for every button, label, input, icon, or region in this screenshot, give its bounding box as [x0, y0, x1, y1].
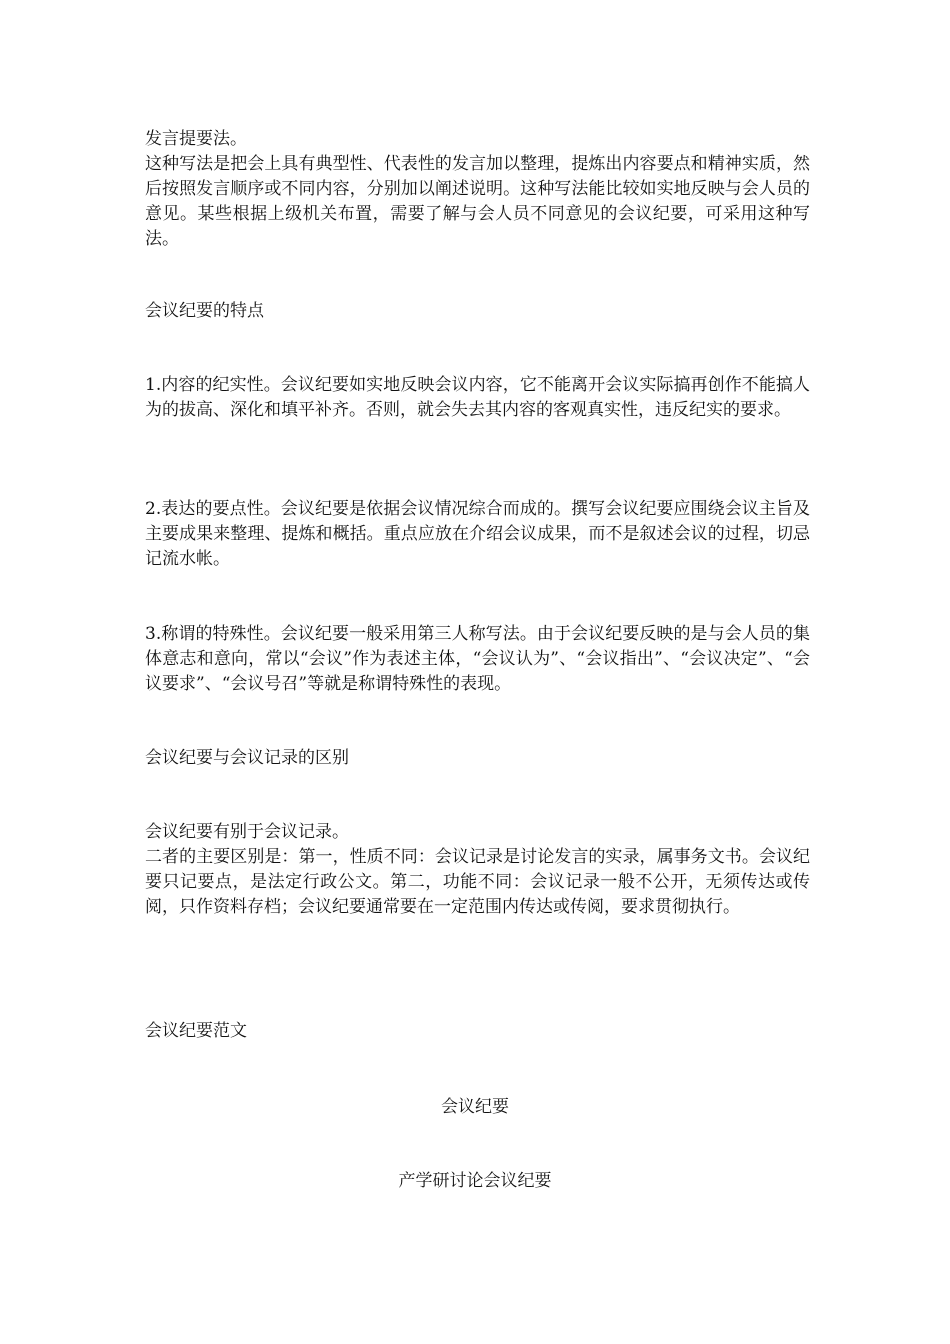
features-heading-text: 会议纪要的特点: [145, 301, 264, 321]
intro-title: 发言提要法。: [145, 129, 247, 149]
difference-lead: 会议纪要有别于会议记录。: [145, 822, 349, 842]
sample-doc-subtitle: 产学研讨论会议纪要: [398, 1171, 552, 1191]
feature-item-1-text: 1.内容的纪实性。会议纪要如实地反映会议内容，它不能离开会议实际搞再创作不能搞人为的拔高、深化和填平补齐。否则，就会失去其内容的客观真实性，违反纪实的要求。: [145, 375, 810, 420]
feature-item-3-text: 3.称谓的特殊性。会议纪要一般采用第三人称写法。由于会议纪要反映的是与会人员的集体意志和意向，常以“会议”作为表述主体，“会议认为”、“会议指出”、“会议决定”、“会议要求”、“会议号召”等就是称谓特殊性的表现。: [145, 624, 810, 694]
feature-item-2-text: 2.表达的要点性。会议纪要是依据会议情况综合而成的。撰写会议纪要应围绕会议主旨及主要成果来整理、提炼和概括。重点应放在介绍会议成果，而不是叙述会议的过程，切忌记流水帐。: [145, 499, 810, 569]
intro-section: [145, 127, 810, 252]
difference-section: [145, 820, 810, 920]
sample-heading: [145, 1019, 810, 1044]
difference-heading-text: 会议纪要与会议记录的区别: [145, 748, 349, 768]
sample-doc-title: 会议纪要: [441, 1097, 509, 1117]
difference-body: 二者的主要区别是：第一，性质不同：会议记录是讨论发言的实录，属事务文书。会议纪要只记要点，是法定行政公文。第二，功能不同：会议记录一般不公开，无须传达或传阅，只作资料存档；会议纪要通常要在一定范围内传达或传阅，要求贯彻执行。: [145, 847, 810, 917]
features-heading: [145, 299, 810, 324]
sample-heading-text: 会议纪要范文: [145, 1021, 247, 1041]
feature-item-2: [145, 497, 810, 572]
feature-item-3: [145, 622, 810, 697]
feature-item-1: [145, 373, 810, 423]
difference-heading: [145, 746, 810, 771]
intro-body: 这种写法是把会上具有典型性、代表性的发言加以整理，提炼出内容要点和精神实质，然后按照发言顺序或不同内容，分别加以阐述说明。这种写法能比较如实地反映与会人员的意见。某些根据上级机关布置，需要了解与会人员不同意见的会议纪要，可采用这种写法。: [145, 154, 810, 249]
